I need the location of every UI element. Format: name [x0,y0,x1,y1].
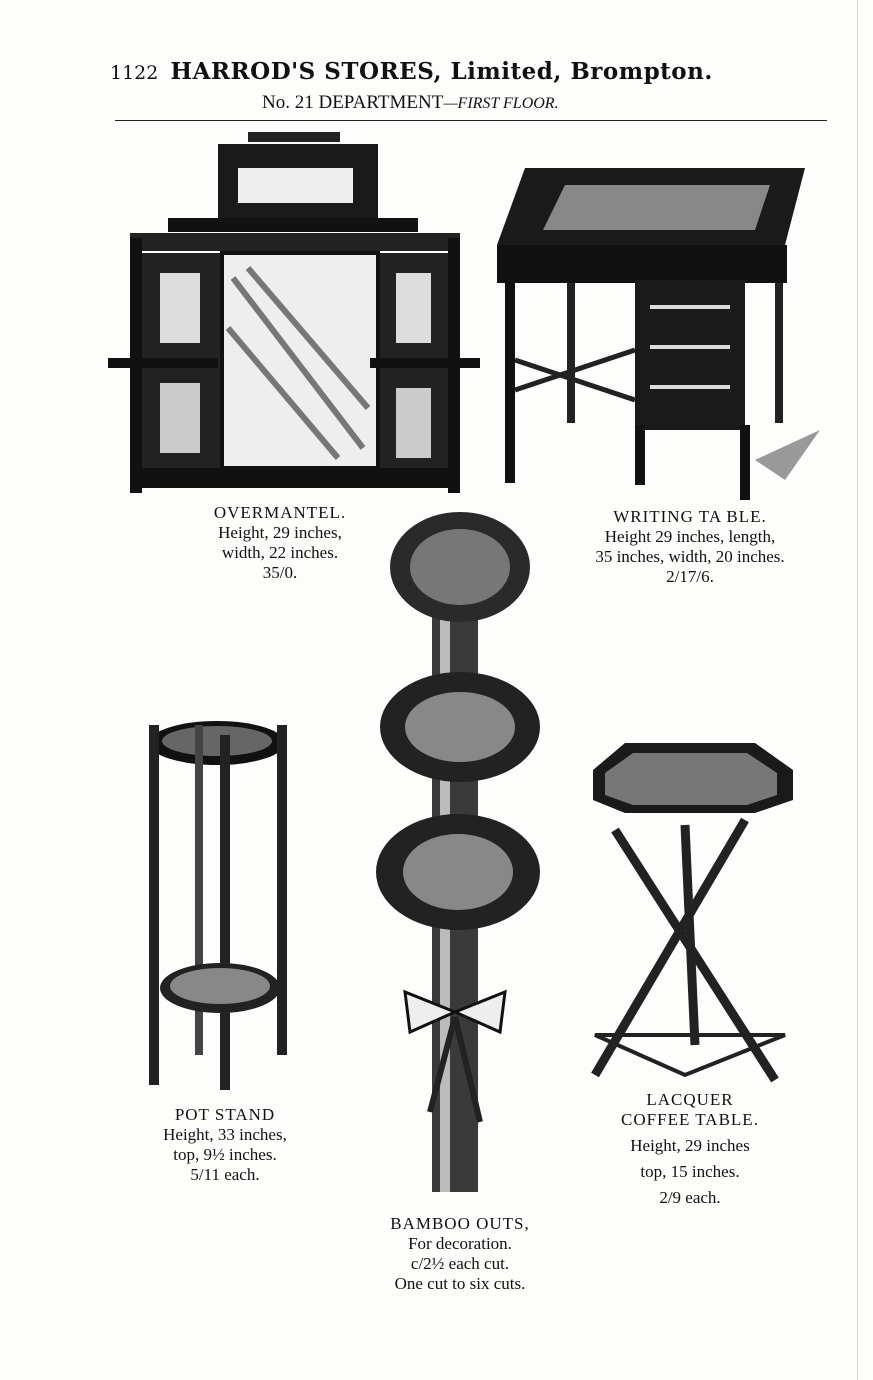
bamboo-outs-name: BAMBOO OUTS, [390,1214,530,1233]
header-rule [115,120,827,121]
overmantel-width: width, 22 inches. [221,543,339,562]
bamboo-outs-illustration [370,512,550,1202]
coffee-table-illustration [585,735,800,1085]
coffee-table-name-2: COFFEE TABLE. [621,1110,759,1129]
overmantel-height: Height, 29 inches, [218,523,342,542]
writing-table-size: 35 inches, width, 20 inches. [595,547,785,566]
pot-stand-caption [125,1105,325,1185]
pot-stand-height: Height, 33 inches, [163,1125,287,1144]
bamboo-outs-range: One cut to six cuts. [394,1274,526,1293]
writing-table-caption [560,507,820,587]
coffee-table-height: Height, 29 inches [630,1136,750,1155]
pot-stand-price: 5/11 each. [190,1165,260,1184]
bamboo-outs-use: For decoration. [408,1234,512,1253]
writing-table-price: 2/17/6. [666,567,714,586]
pot-stand-illustration [135,705,315,1095]
department-name: No. 21 DEPARTMENT [262,92,444,113]
coffee-table-top: top, 15 inches. [640,1162,740,1181]
pot-stand-name: POT STAND [174,1105,276,1124]
coffee-table-caption [585,1090,795,1208]
overmantel-illustration [108,128,480,498]
bamboo-outs-price: c/2½ each cut. [410,1254,510,1273]
coffee-table-price: 2/9 each. [659,1188,721,1207]
overmantel-caption [180,503,380,583]
page-header [110,58,810,85]
coffee-table-name: LACQUER [646,1090,734,1109]
bamboo-outs-caption [340,1214,580,1294]
page-number: 1122 [110,62,159,84]
store-title: HARROD'S STORES, Limited, Brompton. [170,58,713,85]
pot-stand-top: top, 9½ inches. [173,1145,277,1164]
overmantel-name: OVERMANTEL. [213,503,347,522]
overmantel-price: 35/0. [262,563,298,582]
writing-table-illustration [485,160,830,505]
department-line [262,92,559,114]
page-edge [857,0,858,1380]
writing-table-name: WRITING TA BLE. [613,507,767,526]
floor-name: —FIRST FLOOR. [443,95,559,112]
writing-table-height: Height 29 inches, length, [604,527,776,546]
